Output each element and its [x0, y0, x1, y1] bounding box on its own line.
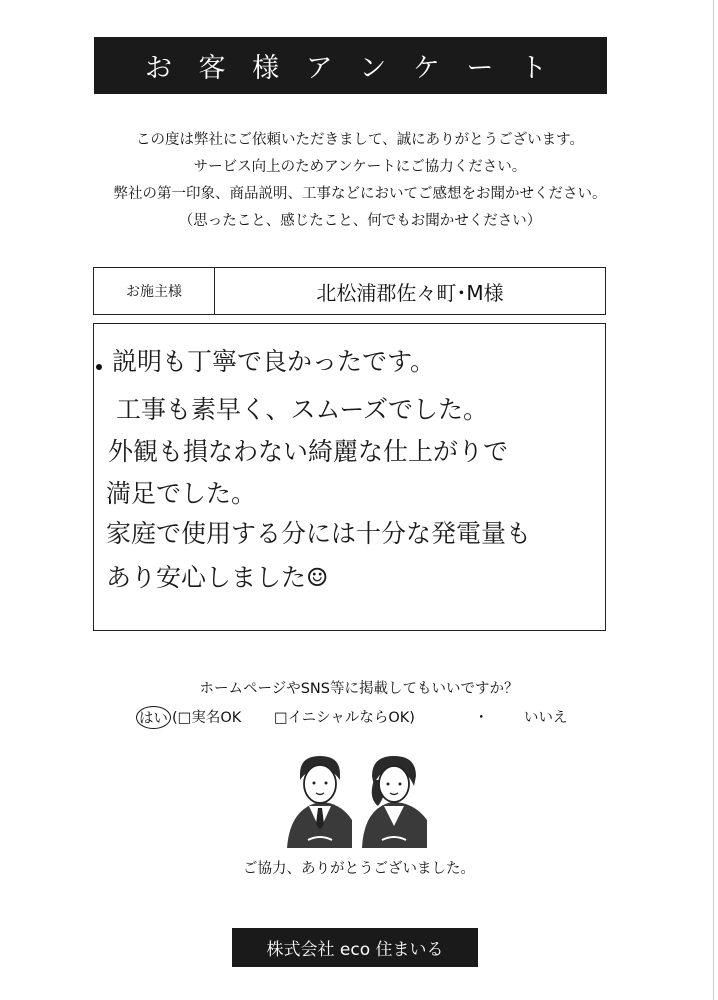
- company-name-banner: [232, 928, 478, 967]
- comment-box: [93, 323, 606, 631]
- intro-line-1: この度は弊社にご依頼いただきまして、誠にありがとうございます。: [135, 132, 585, 148]
- comment-line-5: 家庭で使用する分には十分な発電量も: [106, 519, 532, 548]
- company-name: 株式会社 eco 住まいる: [266, 940, 444, 960]
- answer-initials-ok: □イニシャルならOK): [274, 710, 415, 726]
- bullet-dot: [96, 364, 102, 370]
- survey-title: お 客 様 ア ン ケ ー ト: [144, 53, 557, 84]
- comment-line-1: 説明も丁寧で良かったです。: [112, 347, 436, 376]
- client-row: [93, 267, 606, 315]
- publish-question: ホームページやSNS等に掲載してもいいですか？: [199, 681, 519, 697]
- survey-title-banner: [94, 37, 607, 94]
- client-name: 北松浦郡佐々町･M様: [316, 280, 504, 305]
- answer-options: [136, 706, 596, 726]
- comment-line-3: 外観も損なわない綺麗な仕上がりで: [108, 437, 509, 466]
- intro-line-4: （思ったこと、感じたこと、何でもお聞かせください）: [178, 213, 542, 229]
- intro-line-2: サービス向上のためアンケートにご協力ください。: [193, 159, 527, 175]
- intro-line-3: 弊社の第一印象、商品説明、工事などにおいてご感想をお聞かせください。: [113, 186, 607, 202]
- comment-line-4: 満足でした。: [106, 479, 257, 508]
- comment-line-6: あり安心しました☺: [106, 563, 329, 592]
- scan-edge-line: [713, 0, 714, 1000]
- client-label: お施主様: [94, 268, 215, 314]
- answer-real-name-ok: (□実名OK: [172, 710, 242, 726]
- answer-no: いいえ: [524, 710, 568, 726]
- thanks-message: ご協力、ありがとうございました。: [243, 861, 475, 877]
- answer-yes-circled: はい: [136, 706, 171, 729]
- intro-text: [60, 127, 660, 235]
- comment-line-2: 工事も素早く、スムーズでした。: [116, 395, 489, 424]
- staff-illustration: [282, 750, 432, 850]
- answer-separator: ・: [474, 710, 489, 726]
